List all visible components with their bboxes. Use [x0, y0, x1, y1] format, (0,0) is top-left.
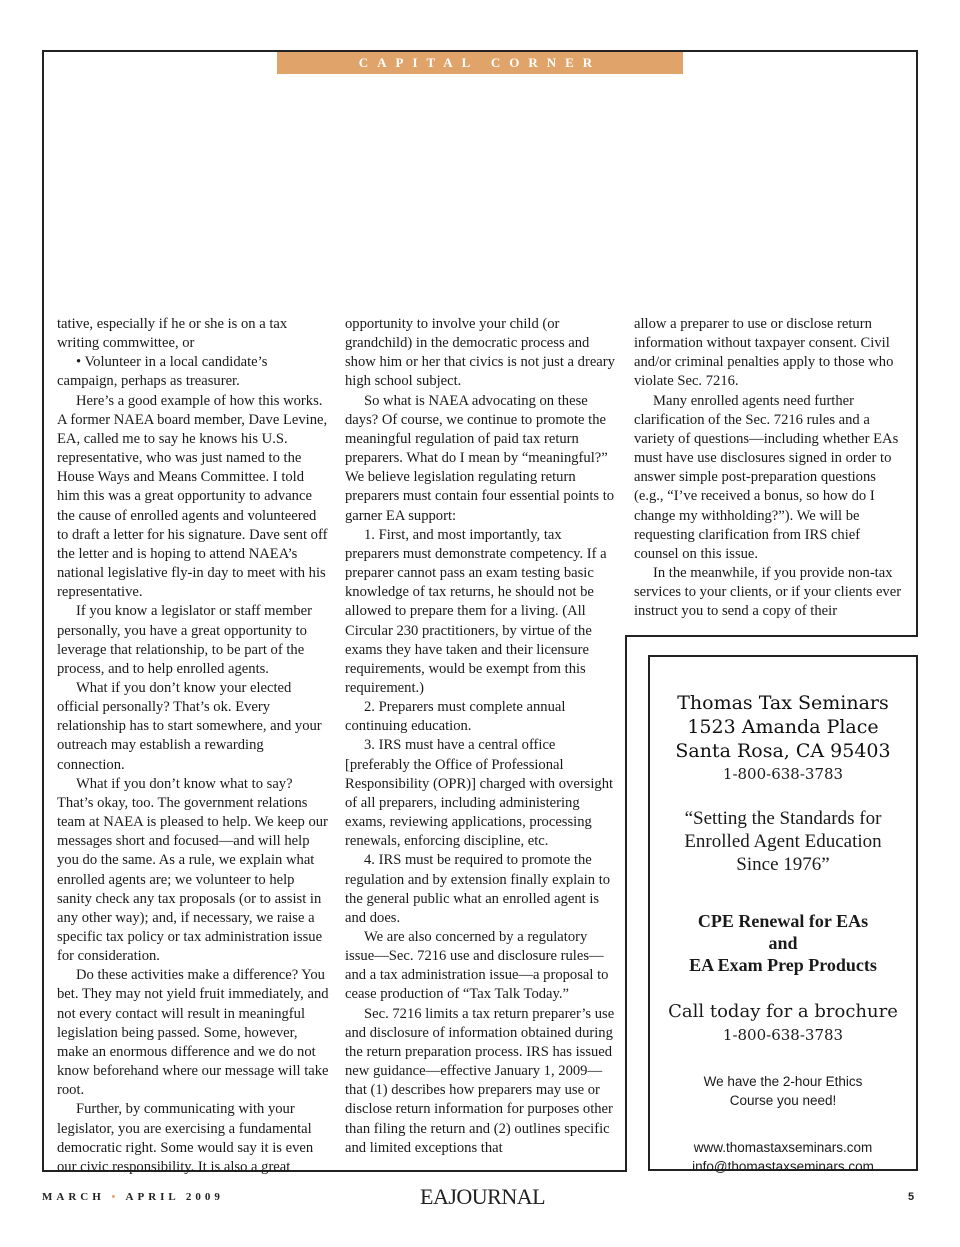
ad-cpe-line-2: and	[768, 933, 798, 953]
paragraph: So what is NAEA advocating on these days? Of course, we continue to promote the meaningful regulation of paid tax return preparers. What do I mean by “meaningful?” We believe legislation regulating return preparers must contain four essential points to garner EA support:	[345, 392, 615, 524]
paragraph: Many enrolled agents need further clarification of the Sec. 7216 rules and a variety of questions—including whether EAs must have use disclosures signed in order to answer simple post-preparation questions (e.g., “I’ve received a bonus, so how do I change my withholding?”). We will be requesting clarification from IRS chief counsel on this issue.	[634, 392, 899, 562]
paragraph: opportunity to involve your child (or grandchild) in the democratic process and show him or her that civics is not just a dreary high school subject.	[345, 316, 615, 390]
ad-ethics-line-1: We have the 2-hour Ethics	[703, 1074, 863, 1089]
paragraph: Sec. 7216 limits a tax return preparer’s use and disclosure of information obtained during the return preparation process. IRS has issued new guidance—effective January 1, 2009—that (1) describes how preparers may use or disclose return information for purposes other than filing the return and (2) outlines specific and limited exceptions that	[345, 1005, 615, 1156]
ad-slogan-line-3: Since 1976”	[736, 854, 830, 875]
ad-cpe-line-1: CPE Renewal for EAs	[697, 911, 869, 931]
ad-email-link[interactable]: info@thomastaxseminars.com	[692, 1159, 874, 1174]
paragraph: tative, especially if he or she is on a tax writing commwittee, or	[57, 316, 288, 352]
ad-phone-2: 1-800-638-3783	[722, 1026, 844, 1044]
paragraph: Do these activities make a difference? You bet. They may not yield fruit immediately, and not every contact will result in meaningful legislation being passed. Some, however, make an enormous difference and we do not know beforehand where our message will take root.	[57, 967, 329, 1099]
footer-page-number: 5	[908, 1191, 915, 1203]
paragraph: Further, by communicating with your legislator, you are exercising a fundamental democratic right. Some would say it is even our civic responsibility. It is also a great	[57, 1101, 314, 1175]
article-column-2	[345, 315, 617, 1158]
footer-separator: •	[111, 1191, 120, 1203]
ad-address-line-2: Santa Rosa, CA 95403	[675, 740, 891, 762]
paragraph: In the meanwhile, if you provide non-tax services to your clients, or if your clients ever instruct you to send a copy of their	[634, 565, 902, 620]
paragraph: What if you don’t know your elected official personally? That’s ok. Every relationship has to start somewhere, and your outreach may establish a rewarding connection.	[57, 679, 322, 773]
ad-address-line-1: 1523 Amanda Place	[687, 716, 879, 738]
ad-cpe-line-3: EA Exam Prep Products	[689, 955, 877, 975]
footer-issue-date	[42, 1191, 224, 1203]
article-column-3	[634, 315, 904, 622]
list-item: 4. IRS must be required to promote the regulation and by extension finally explain to the general public what an enrolled agent is and does.	[345, 852, 611, 926]
ad-ethics-line-2: Course you need!	[729, 1093, 837, 1108]
footer-journal-logo: EAJOURNAL	[420, 1184, 546, 1209]
ad-call-to-action: Call today for a brochure	[668, 1001, 898, 1022]
advertisement-box	[648, 655, 918, 1174]
section-banner: CAPITAL CORNER	[277, 52, 683, 74]
frame-divider-horizontal	[625, 635, 918, 637]
list-item: 2. Preparers must complete annual continuing education.	[345, 699, 566, 735]
ad-slogan-line-1: “Setting the Standards for	[684, 808, 882, 829]
bullet-item: • Volunteer in a local candidate’s campaign, perhaps as treasurer.	[57, 354, 268, 390]
frame-divider-vertical	[625, 635, 627, 1172]
paragraph: allow a preparer to use or disclose return information without taxpayer consent. Civil and/or criminal penalties apply to those who violate Sec. 7216.	[634, 316, 894, 390]
frame-right-border	[916, 50, 918, 637]
ad-phone: 1-800-638-3783	[722, 765, 844, 783]
frame-left-border	[42, 50, 44, 1172]
footer-month-1: MARCH	[42, 1191, 105, 1203]
list-item: 1. First, and most importantly, tax preparers must demonstrate competency. If a preparer cannot pass an exam testing basic knowledge of tax returns, he should not be allowed to prepare them for a living. (All Circular 230 practitioners, by virtue of the exams they have taken and their licensure requirements, would be exempt from this requirement.)	[345, 526, 607, 696]
ad-company-name: Thomas Tax Seminars	[677, 692, 889, 714]
paragraph: What if you don’t know what to say? That’s okay, too. The government relations team at NAEA is pleased to help. We keep our messages short and focused—and will help you do the same. As a rule, we explain what enrolled agents are; we volunteer to help sanity check any tax proposals (or to assist in any other way); and, if necessary, we raise a specific tax policy or tax administration issue for consideration.	[57, 775, 328, 965]
footer-month-2: APRIL 2009	[125, 1191, 224, 1203]
ad-slogan-line-2: Enrolled Agent Education	[684, 831, 882, 852]
ad-website-link[interactable]: www.thomastaxseminars.com	[693, 1140, 873, 1155]
list-item: 3. IRS must have a central office [preferably the Office of Professional Responsibility (OPR)] charged with oversight of all preparers, including administering exams, reviewing applications, processing renewals, enforcing discipline, etc.	[345, 737, 614, 850]
paragraph: Here’s a good example of how this works. A former NAEA board member, Dave Levine, EA, called me to say he knows his U.S. representative, who was just named to the House Ways and Means Committee. I told him this was a great opportunity to advance the cause of enrolled agents and volunteered to draft a letter for his signature. Dave sent off the letter and is hoping to attend NAEA’s national legislative fly-in day to meet with his representative.	[57, 392, 328, 601]
paragraph: If you know a legislator or staff member personally, you have a great opportunity to leverage that relationship, to be part of the process, and to help enrolled agents.	[57, 603, 313, 677]
paragraph: We are also concerned by a regulatory issue—Sec. 7216 use and disclosure rules—and a tax administration issue—a proposal to cease production of “Tax Talk Today.”	[345, 929, 609, 1003]
article-column-1	[57, 315, 329, 1177]
